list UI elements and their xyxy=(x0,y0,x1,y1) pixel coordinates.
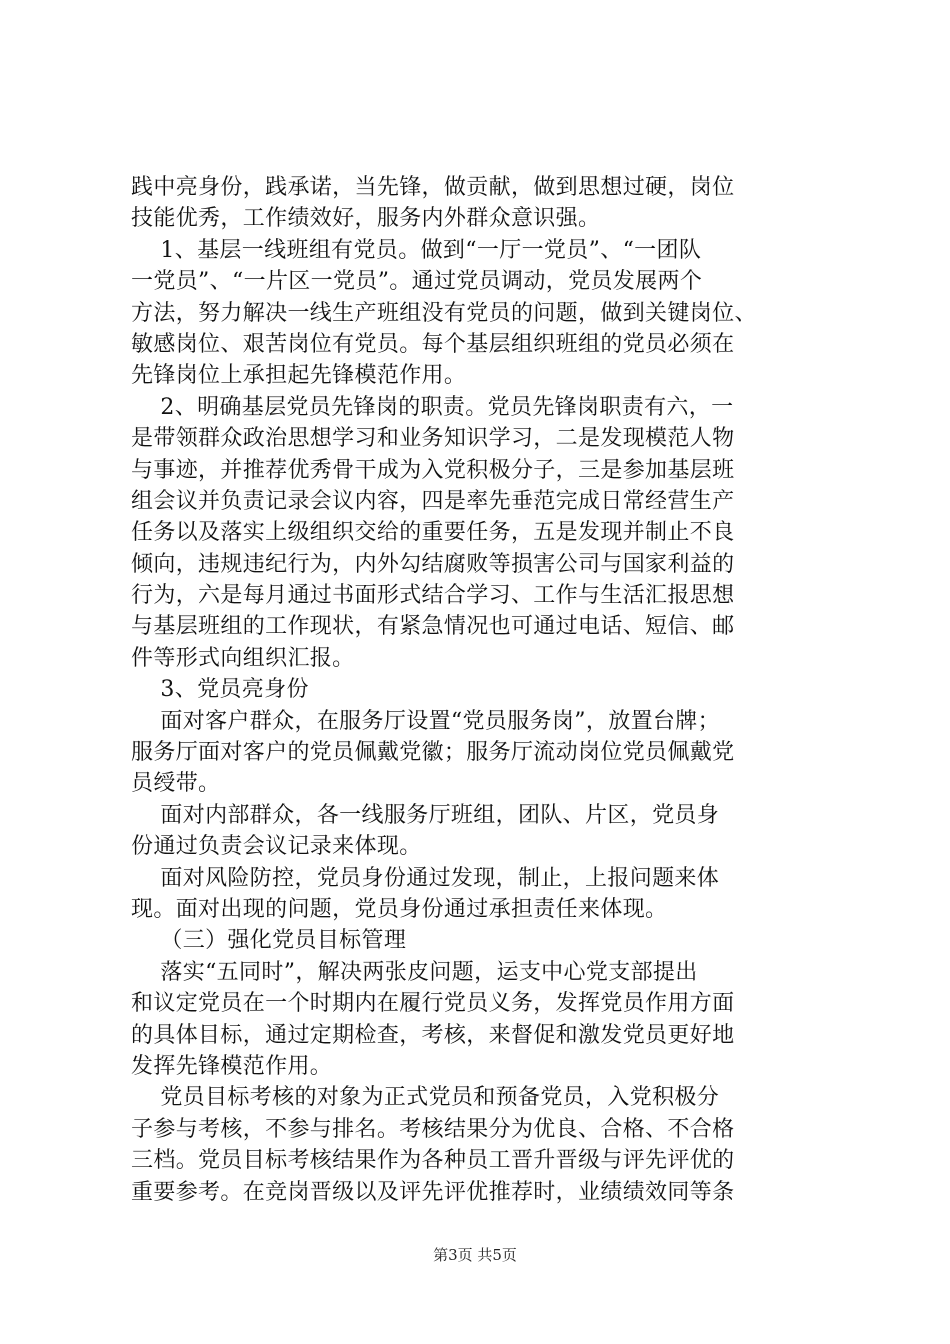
text-line: 倾向，违规违纪行为，内外勾结腐败等损害公司与国家利益的 xyxy=(131,551,735,577)
text-line: 面对内部群众，各一线服务厅班组，团队、片区，党员身 xyxy=(131,802,720,828)
text-line: 面对客户群众，在服务厅设置“党员服务岗”，放置台牌； xyxy=(131,708,720,734)
text-line: 件等形式向组织汇报。 xyxy=(131,645,355,671)
text-line: 服务厅面对客户的党员佩戴党徽；服务厅流动岗位党员佩戴党 xyxy=(131,740,735,766)
text-line: 面对风险防控，党员身份通过发现，制止，上报问题来体 xyxy=(131,865,720,891)
text-line: 1、基层一线班组有党员。做到“一厅一党员”、“一团队 xyxy=(131,237,702,263)
text-line: 党员目标考核的对象为正式党员和预备党员，入党积极分 xyxy=(131,1085,720,1111)
text-line: 一党员”、“一片区一党员”。通过党员调动，党员发展两个 xyxy=(131,269,703,295)
text-line: 敏感岗位、艰苦岗位有党员。每个基层组织班组的党员必须在 xyxy=(131,331,735,357)
page-footer: 第3页 共5页 xyxy=(433,1246,517,1264)
text-line: 与基层班组的工作现状，有紧急情况也可通过电话、短信、邮 xyxy=(131,614,735,640)
text-line: 行为，六是每月通过书面形式结合学习、工作与生活汇报思想 xyxy=(131,583,735,609)
text-line: 的具体目标，通过定期检查，考核，来督促和激发党员更好地 xyxy=(131,1022,735,1048)
text-line: 先锋岗位上承担起先锋模范作用。 xyxy=(131,363,467,389)
text-line: 2、明确基层党员先锋岗的职责。党员先锋岗职责有六，一 xyxy=(131,394,734,420)
text-line: 份通过负责会议记录来体现。 xyxy=(131,834,422,860)
text-line: 3、党员亮身份 xyxy=(131,677,309,703)
text-line: 技能优秀，工作绩效好，服务内外群众意识强。 xyxy=(131,206,601,232)
text-line: 落实“五同时”，解决两张皮问题，运支中心党支部提出 xyxy=(131,959,698,985)
text-line: 重要参考。在竞岗晋级以及评先评优推荐时，业绩绩效同等条 xyxy=(131,1179,735,1205)
text-line: 与事迹，并推荐优秀骨干成为入党积极分子，三是参加基层班 xyxy=(131,457,735,483)
text-line: 方法，努力解决一线生产班组没有党员的问题，做到关键岗位、 xyxy=(131,300,757,326)
text-line: 践中亮身份，践承诺，当先锋，做贡献，做到思想过硬，岗位 xyxy=(131,175,735,200)
text-line: 组会议并负责记录会议内容，四是率先垂范完成日常经营生产 xyxy=(131,488,735,514)
text-line: 员绶带。 xyxy=(131,771,221,797)
text-line: 任务以及落实上级组织交给的重要任务，五是发现并制止不良 xyxy=(131,520,735,546)
text-line: 子参与考核，不参与排名。考核结果分为优良、合格、不合格 xyxy=(131,1116,735,1142)
text-line: 现。面对出现的问题，党员身份通过承担责任来体现。 xyxy=(131,896,668,922)
text-line: （三）强化党员目标管理 xyxy=(131,928,407,954)
document-body xyxy=(131,172,831,1208)
text-line: 和议定党员在一个时期内在履行党员义务，发挥党员作用方面 xyxy=(131,991,735,1017)
text-line: 发挥先锋模范作用。 xyxy=(131,1053,333,1079)
text-line: 是带领群众政治思想学习和业务知识学习，二是发现模范人物 xyxy=(131,426,735,452)
text-line: 三档。党员目标考核结果作为各种员工晋升晋级与评先评优的 xyxy=(131,1148,735,1174)
